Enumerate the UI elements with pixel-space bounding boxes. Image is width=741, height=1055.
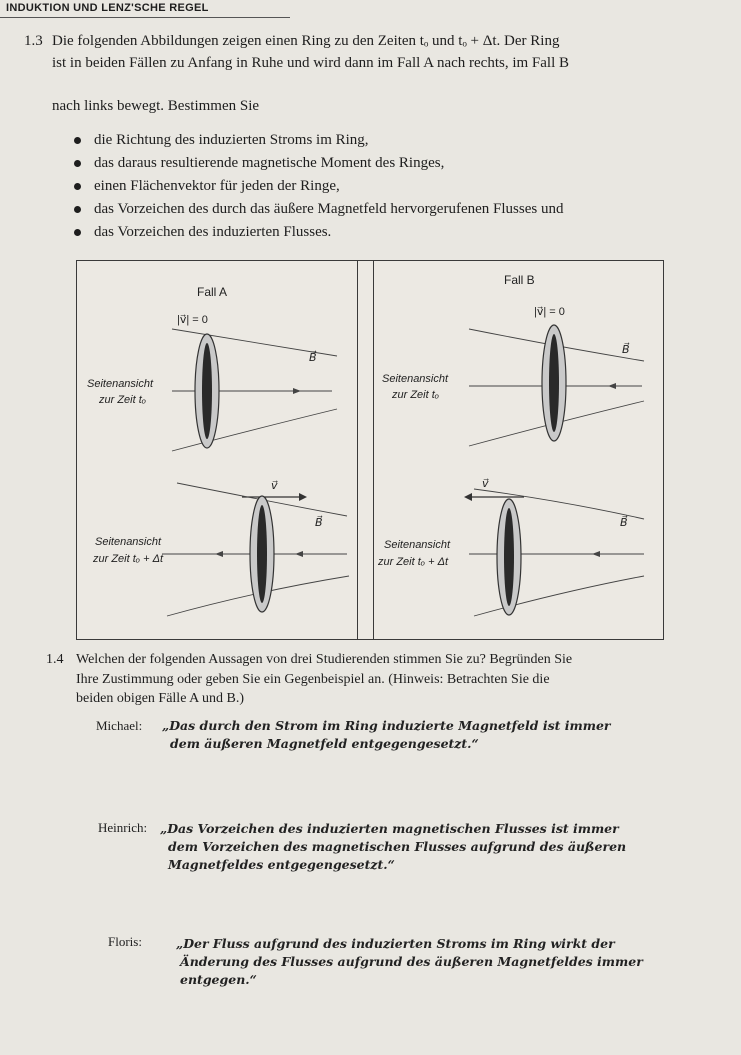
case-a-field-label-bottom: B⃗ [315,517,323,529]
case-a-velocity-label: v⃗ [271,480,278,492]
bullet-item: einen Flächenvektor für jeden der Ringe, [74,175,563,198]
task-1-3-intro-line-1: Die folgenden Abbildungen zeigen einen Ring zu den Zeiten tₒ und tₒ + Δt. Der Ring [52,33,560,49]
case-a-side-view-1: Seitenansicht [87,378,154,390]
case-a-side-view-2: Seitenansicht [95,536,162,548]
bullet-item: das daraus resultierende magnetische Moment des Ringes, [74,152,563,175]
task-1-4-number: 1.4 [46,652,64,667]
floris-statement-line-3: entgegen.“ [180,972,257,987]
case-a-time-2: zur Zeit tₒ + Δt [93,553,164,565]
case-b-field-label-bottom: B⃗ [620,517,628,529]
student-name-heinrich: Heinrich: [98,820,148,835]
heinrich-statement-line-2: dem Vorzeichen des magnetischen Flusses aufgrund des äußeren [168,839,627,854]
task-1-3-intro-line-2: ist in beiden Fällen zu Anfang in Ruhe und wird dann im Fall A nach rechts, im Fall B [52,55,570,71]
task-1-4-line-3: beiden obigen Fälle A und B.) [76,691,244,706]
michael-statement-line-1: „Das durch den Strom im Ring induzierte Magnetfeld ist immer [162,718,611,733]
student-name-floris: Floris: [108,934,142,949]
header-divider [0,17,290,18]
task-1-3-number: 1.3 [24,33,43,49]
michael-statement-line-2: dem äußeren Magnetfeld entgegengesetzt.“ [170,736,479,751]
case-b-side-view-2: Seitenansicht [384,539,451,551]
task-1-4-line-2: Ihre Zustimmung oder geben Sie ein Gegenbeispiel an. (Hinweis: Betrachten Sie die [76,672,550,687]
chapter-header: INDUKTION UND LENZ'SCHE REGEL [6,2,209,14]
task-1-4-line-1: Welchen der folgenden Aussagen von drei Studierenden stimmen Sie zu? Begründen Sie [76,652,573,667]
case-a-time-1: zur Zeit tₒ [99,394,147,406]
case-b-velocity-zero: |v⃗| = 0 [534,306,565,318]
floris-statement-line-1: „Der Fluss aufgrund des induzierten Stroms im Ring wirkt der [176,936,615,951]
ring-figure [76,260,664,640]
case-b-diagram [374,261,664,639]
task-1-3-bullet-list [74,129,563,244]
case-a-panel [77,261,358,639]
case-b-time-2: zur Zeit tₒ + Δt [378,556,449,568]
case-a-velocity-zero: |v⃗| = 0 [177,314,208,326]
case-a-title: Fall A [197,285,228,299]
heinrich-statement-line-1: „Das Vorzeichen des induzierten magnetischen Flusses ist immer [160,821,619,836]
case-b-field-label-top: B⃗ [622,344,630,356]
bullet-item: das Vorzeichen des durch das äußere Magnetfeld hervorgerufenen Flusses und [74,198,563,221]
case-a-field-label-top: B⃗ [309,352,317,364]
student-name-michael: Michael: [96,718,143,733]
heinrich-statement-line-3: Magnetfeldes entgegengesetzt.“ [168,857,395,872]
case-b-time-1: zur Zeit tₒ [392,389,440,401]
task-1-3-intro-line-3: nach links bewegt. Bestimmen Sie [52,98,260,114]
case-a-diagram [77,261,357,639]
case-b-side-view-1: Seitenansicht [382,373,449,385]
case-b-velocity-label: v⃗ [482,478,489,490]
floris-statement-line-2: Änderung des Flusses aufgrund des äußeren Magnetfeldes immer [180,954,643,969]
bullet-item: das Vorzeichen des induzierten Flusses. [74,221,563,244]
bullet-item: die Richtung des induzierten Stroms im Ring, [74,129,563,152]
case-b-title: Fall B [504,273,535,287]
case-b-panel [373,261,664,639]
